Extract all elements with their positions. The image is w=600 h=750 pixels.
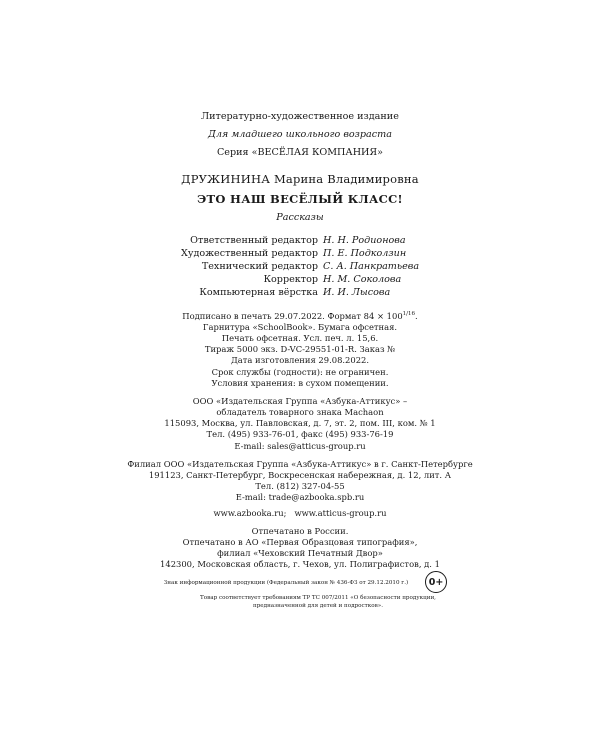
- websites: www.azbooka.ru; www.atticus-group.ru: [213, 508, 387, 518]
- branch-email: E-mail: trade@azbooka.spb.ru: [235, 492, 365, 502]
- credit-role: Ответственный редактор: [190, 235, 318, 246]
- credit-name: Н. М. Соколова: [323, 274, 402, 285]
- printer-address: 142300, Московская область, г. Чехов, ул. Полиграфистов, д. 1: [160, 559, 440, 569]
- printer-country: Отпечатано в России.: [251, 526, 349, 536]
- printer-name: Отпечатано в АО «Первая Образцовая типография»,: [182, 537, 418, 547]
- credit-name: Н. Н. Родионова: [323, 235, 406, 246]
- audience: Для младшего школьного возраста: [208, 129, 392, 140]
- conformity-line-2: предназначенной для детей и подростков».: [253, 603, 383, 609]
- printer-branch: филиал «Чеховский Печатный Двор»: [217, 548, 383, 558]
- publisher-phone: Тел. (495) 933-76-01, факс (495) 933-76-19: [206, 429, 394, 439]
- publisher-address: 115093, Москва, ул. Павловская, д. 7, эт. 2, пом. III, ком. № 1: [164, 418, 436, 428]
- genre: Рассказы: [276, 212, 324, 223]
- credit-name: И. И. Лысова: [323, 287, 391, 298]
- book-title: ЭТО НАШ ВЕСЁЛЫЙ КЛАСС!: [197, 192, 403, 206]
- branch-name: Филиал ООО «Издательская Группа «Азбука-Аттикус» в г. Санкт-Петербурге: [127, 459, 473, 469]
- credit-name: С. А. Панкратьева: [323, 261, 420, 272]
- print-date: Дата изготовления 29.08.2022.: [230, 355, 370, 365]
- publisher-trademark: обладатель товарного знака Machaon: [216, 407, 384, 417]
- branch-address: 191123, Санкт-Петербург, Воскресенская набережная, д. 12, лит. А: [148, 470, 452, 480]
- credit-role: Художественный редактор: [181, 248, 318, 259]
- series: Серия «ВЕСЁЛАЯ КОМПАНИЯ»: [216, 147, 384, 158]
- print-signed-text: Подписано в печать 29.07.2022. Формат 84 × 100: [182, 311, 403, 321]
- publisher-name: ООО «Издательская Группа «Азбука-Аттикус» –: [192, 396, 408, 406]
- credit-role: Корректор: [263, 274, 318, 285]
- print-run: Тираж 5000 экз. D-VC-29551-01-R. Заказ №: [204, 344, 396, 354]
- print-sheets: Печать офсетная. Усл. печ. л. 15,6.: [221, 333, 379, 343]
- publisher-email: E-mail: sales@atticus-group.ru: [234, 441, 366, 451]
- branch-phone: Тел. (812) 327-04-55: [255, 481, 345, 491]
- credit-role: Технический редактор: [201, 261, 318, 272]
- shelf-life: Срок службы (годности): не ограничен.: [211, 367, 389, 377]
- print-signed: Подписано в печать 29.07.2022. Формат $84 \times 100^{1/16}$.: [182, 311, 418, 321]
- author-name: ДРУЖИНИНА Марина Владимировна: [181, 172, 419, 186]
- conformity-line-1: Товар соответствует требованиям ТР ТС 007/2011 «О безопасности продукции,: [200, 595, 436, 601]
- credit-name: П. Е. Подколзин: [323, 248, 407, 259]
- format-fraction: 1/16: [402, 311, 416, 317]
- storage-conditions: Условия хранения: в сухом помещении.: [211, 378, 389, 388]
- info-sign-text: Знак информационной продукции (Федеральный закон № 436-ФЗ от 29.12.2010 г.): [163, 580, 409, 586]
- print-font: Гарнитура «SchoolBook». Бумага офсетная.: [202, 322, 398, 332]
- credit-role: Компьютерная вёрстка: [199, 287, 318, 298]
- age-rating-badge: 0+: [425, 571, 447, 593]
- edition-type: Литературно-художественное издание: [201, 111, 399, 122]
